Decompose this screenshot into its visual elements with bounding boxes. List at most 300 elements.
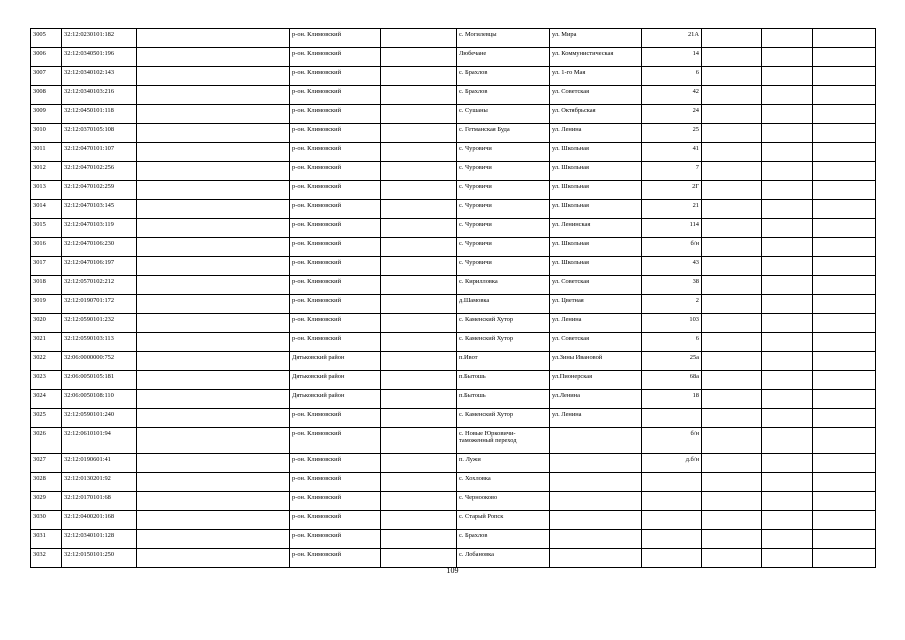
district-cell: р-он. Климовский [290, 238, 381, 257]
street-cell [550, 473, 642, 492]
empty-cell [381, 409, 457, 428]
district-cell: р-он. Климовский [290, 200, 381, 219]
row-number-cell: 3013 [31, 181, 62, 200]
house-number-cell: 43 [642, 257, 702, 276]
empty-cell [702, 219, 762, 238]
house-number-cell [642, 530, 702, 549]
house-number-cell: 103 [642, 314, 702, 333]
settlement-cell: с. Брахлов [457, 86, 550, 105]
house-number-cell: 24 [642, 105, 702, 124]
settlement-cell: с. Чуровичи [457, 143, 550, 162]
empty-cell [762, 86, 813, 105]
street-cell: ул. Цветная [550, 295, 642, 314]
empty-cell [381, 530, 457, 549]
street-cell: ул. Советская [550, 333, 642, 352]
cadastral-number-cell: 32:12:0590101:232 [62, 314, 137, 333]
empty-cell [381, 48, 457, 67]
empty-cell [381, 86, 457, 105]
empty-cell [762, 492, 813, 511]
table-row [31, 219, 876, 238]
table-row [31, 200, 876, 219]
cadastral-number-cell: 32:12:0590103:113 [62, 333, 137, 352]
street-cell: ул. Советская [550, 276, 642, 295]
table-row [31, 530, 876, 549]
settlement-cell: с. Чуровичи [457, 219, 550, 238]
cadastral-number-cell: 32:12:0470106:197 [62, 257, 137, 276]
empty-cell [702, 143, 762, 162]
row-number-cell: 3024 [31, 390, 62, 409]
empty-cell [762, 333, 813, 352]
empty-cell [702, 295, 762, 314]
empty-cell [762, 67, 813, 86]
house-number-cell: 21А [642, 29, 702, 48]
street-cell: ул. Мира [550, 29, 642, 48]
table-row [31, 428, 876, 454]
empty-cell [381, 162, 457, 181]
street-cell: ул. Школьная [550, 257, 642, 276]
street-cell: ул. Ленина [550, 409, 642, 428]
empty-cell [762, 181, 813, 200]
settlement-cell: с. Каменский Хутор [457, 333, 550, 352]
empty-cell [813, 105, 876, 124]
empty-cell [137, 473, 290, 492]
empty-cell [702, 549, 762, 568]
empty-cell [381, 549, 457, 568]
table-row [31, 105, 876, 124]
house-number-cell [642, 492, 702, 511]
street-cell: ул. Ленина [550, 124, 642, 143]
empty-cell [381, 314, 457, 333]
empty-cell [137, 492, 290, 511]
empty-cell [137, 67, 290, 86]
empty-cell [813, 67, 876, 86]
empty-cell [702, 124, 762, 143]
house-number-cell: 14 [642, 48, 702, 67]
settlement-cell: с. Гетманская Буда [457, 124, 550, 143]
street-cell [550, 549, 642, 568]
empty-cell [813, 200, 876, 219]
row-number-cell: 3017 [31, 257, 62, 276]
settlement-cell: д.Шамовка [457, 295, 550, 314]
street-cell [550, 530, 642, 549]
table-row [31, 162, 876, 181]
empty-cell [813, 492, 876, 511]
street-cell: ул. Ленина [550, 314, 642, 333]
cadastral-number-cell: 32:12:0470102:256 [62, 162, 137, 181]
empty-cell [137, 333, 290, 352]
empty-cell [762, 314, 813, 333]
row-number-cell: 3010 [31, 124, 62, 143]
cadastral-number-cell: 32:12:0610101:94 [62, 428, 137, 454]
cadastral-number-cell: 32:12:0470106:230 [62, 238, 137, 257]
street-cell: ул. 1-го Мая [550, 67, 642, 86]
cadastral-number-cell: 32:12:0230101:182 [62, 29, 137, 48]
house-number-cell: 2Г [642, 181, 702, 200]
empty-cell [702, 238, 762, 257]
district-cell: р-он. Климовский [290, 86, 381, 105]
empty-cell [137, 390, 290, 409]
empty-cell [381, 276, 457, 295]
empty-cell [137, 511, 290, 530]
empty-cell [381, 29, 457, 48]
district-cell: р-он. Климовский [290, 67, 381, 86]
empty-cell [702, 511, 762, 530]
table-row [31, 181, 876, 200]
table-row [31, 48, 876, 67]
empty-cell [137, 530, 290, 549]
table-row [31, 295, 876, 314]
empty-cell [813, 454, 876, 473]
table-row [31, 492, 876, 511]
empty-cell [137, 29, 290, 48]
house-number-cell: 68а [642, 371, 702, 390]
empty-cell [762, 48, 813, 67]
district-cell: р-он. Климовский [290, 409, 381, 428]
empty-cell [702, 105, 762, 124]
table-row [31, 454, 876, 473]
settlement-cell: с. Каменский Хутор [457, 409, 550, 428]
table-row [31, 29, 876, 48]
cadastral-number-cell: 32:06:0050105:181 [62, 371, 137, 390]
page-number: 109 [446, 566, 459, 575]
empty-cell [381, 67, 457, 86]
district-cell: р-он. Климовский [290, 511, 381, 530]
table-row [31, 390, 876, 409]
empty-cell [702, 86, 762, 105]
register-table-body [31, 29, 876, 568]
row-number-cell: 3030 [31, 511, 62, 530]
street-cell: ул.Пионерская [550, 371, 642, 390]
district-cell: р-он. Климовский [290, 143, 381, 162]
row-number-cell: 3018 [31, 276, 62, 295]
row-number-cell: 3015 [31, 219, 62, 238]
cadastral-number-cell: 32:12:0400201:168 [62, 511, 137, 530]
empty-cell [702, 162, 762, 181]
empty-cell [137, 257, 290, 276]
district-cell: р-он. Климовский [290, 454, 381, 473]
settlement-cell: с. Брахлов [457, 530, 550, 549]
district-cell: р-он. Климовский [290, 124, 381, 143]
empty-cell [762, 371, 813, 390]
cadastral-number-cell: 32:12:0470101:107 [62, 143, 137, 162]
district-cell: Дятьковский район [290, 390, 381, 409]
empty-cell [813, 162, 876, 181]
empty-cell [381, 257, 457, 276]
empty-cell [381, 124, 457, 143]
empty-cell [137, 143, 290, 162]
empty-cell [762, 200, 813, 219]
row-number-cell: 3016 [31, 238, 62, 257]
house-number-cell: д.б/н [642, 454, 702, 473]
empty-cell [381, 390, 457, 409]
street-cell: ул. Октябрьская [550, 105, 642, 124]
district-cell: р-он. Климовский [290, 295, 381, 314]
street-cell: ул. Школьная [550, 143, 642, 162]
empty-cell [762, 511, 813, 530]
empty-cell [381, 200, 457, 219]
settlement-cell: Любечане [457, 48, 550, 67]
empty-cell [702, 48, 762, 67]
house-number-cell: 25а [642, 352, 702, 371]
empty-cell [137, 86, 290, 105]
row-number-cell: 3026 [31, 428, 62, 454]
empty-cell [137, 105, 290, 124]
house-number-cell: 42 [642, 86, 702, 105]
street-cell: ул. Коммунистическая [550, 48, 642, 67]
empty-cell [137, 371, 290, 390]
district-cell: Дятьковский район [290, 371, 381, 390]
empty-cell [137, 162, 290, 181]
empty-cell [762, 143, 813, 162]
empty-cell [381, 105, 457, 124]
row-number-cell: 3014 [31, 200, 62, 219]
empty-cell [813, 333, 876, 352]
empty-cell [762, 473, 813, 492]
empty-cell [813, 86, 876, 105]
cadastral-number-cell: 32:12:0340103:216 [62, 86, 137, 105]
empty-cell [762, 105, 813, 124]
row-number-cell: 3031 [31, 530, 62, 549]
cadastral-number-cell: 32:12:0150101:250 [62, 549, 137, 568]
empty-cell [813, 473, 876, 492]
district-cell: р-он. Климовский [290, 428, 381, 454]
street-cell: ул.Зины Ивановой [550, 352, 642, 371]
district-cell: р-он. Климовский [290, 48, 381, 67]
empty-cell [137, 314, 290, 333]
empty-cell [762, 549, 813, 568]
street-cell [550, 492, 642, 511]
empty-cell [137, 295, 290, 314]
table-row [31, 371, 876, 390]
settlement-cell: с. Чуровичи [457, 200, 550, 219]
row-number-cell: 3025 [31, 409, 62, 428]
cadastral-number-cell: 32:12:0590101:240 [62, 409, 137, 428]
row-number-cell: 3020 [31, 314, 62, 333]
empty-cell [702, 428, 762, 454]
cadastral-number-cell: 32:12:0450101:118 [62, 105, 137, 124]
table-row [31, 549, 876, 568]
empty-cell [137, 409, 290, 428]
empty-cell [813, 257, 876, 276]
table-row [31, 511, 876, 530]
district-cell: р-он. Климовский [290, 276, 381, 295]
settlement-cell: с. Чуровичи [457, 181, 550, 200]
row-number-cell: 3012 [31, 162, 62, 181]
house-number-cell: 114 [642, 219, 702, 238]
row-number-cell: 3032 [31, 549, 62, 568]
empty-cell [762, 257, 813, 276]
empty-cell [702, 29, 762, 48]
district-cell: р-он. Климовский [290, 162, 381, 181]
row-number-cell: 3027 [31, 454, 62, 473]
table-row [31, 238, 876, 257]
empty-cell [137, 200, 290, 219]
empty-cell [762, 530, 813, 549]
row-number-cell: 3006 [31, 48, 62, 67]
row-number-cell: 3029 [31, 492, 62, 511]
row-number-cell: 3009 [31, 105, 62, 124]
empty-cell [702, 454, 762, 473]
empty-cell [813, 181, 876, 200]
table-row [31, 276, 876, 295]
table-row [31, 314, 876, 333]
house-number-cell [642, 549, 702, 568]
table-row [31, 143, 876, 162]
settlement-cell: п.Бытошь [457, 371, 550, 390]
table-row [31, 409, 876, 428]
empty-cell [762, 409, 813, 428]
street-cell [550, 428, 642, 454]
district-cell: р-он. Климовский [290, 181, 381, 200]
empty-cell [813, 530, 876, 549]
settlement-cell: п.Бытошь [457, 390, 550, 409]
settlement-cell: с. Чернооково [457, 492, 550, 511]
empty-cell [702, 257, 762, 276]
settlement-cell: с. Кирилловка [457, 276, 550, 295]
empty-cell [702, 67, 762, 86]
empty-cell [762, 352, 813, 371]
empty-cell [762, 454, 813, 473]
empty-cell [813, 409, 876, 428]
street-cell: ул.Ленина [550, 390, 642, 409]
empty-cell [381, 428, 457, 454]
cadastral-number-cell: 32:12:0470103:119 [62, 219, 137, 238]
register-table [30, 28, 876, 568]
house-number-cell [642, 473, 702, 492]
settlement-cell: с. Брахлов [457, 67, 550, 86]
empty-cell [762, 219, 813, 238]
house-number-cell: б/н [642, 428, 702, 454]
cadastral-number-cell: 32:12:0340501:196 [62, 48, 137, 67]
house-number-cell: 21 [642, 200, 702, 219]
empty-cell [702, 530, 762, 549]
cadastral-number-cell: 32:12:0340102:143 [62, 67, 137, 86]
district-cell: р-он. Климовский [290, 549, 381, 568]
settlement-cell: с. Каменский Хутор [457, 314, 550, 333]
district-cell: р-он. Климовский [290, 492, 381, 511]
empty-cell [762, 162, 813, 181]
cadastral-number-cell: 32:12:0170101:68 [62, 492, 137, 511]
district-cell: р-он. Климовский [290, 530, 381, 549]
house-number-cell: 38 [642, 276, 702, 295]
settlement-cell: с. Чуровичи [457, 162, 550, 181]
house-number-cell: 18 [642, 390, 702, 409]
settlement-cell: п.Ивот [457, 352, 550, 371]
empty-cell [381, 511, 457, 530]
cadastral-number-cell: 32:06:0000000:752 [62, 352, 137, 371]
house-number-cell: 41 [642, 143, 702, 162]
row-number-cell: 3022 [31, 352, 62, 371]
empty-cell [762, 428, 813, 454]
row-number-cell: 3019 [31, 295, 62, 314]
table-row [31, 333, 876, 352]
empty-cell [702, 371, 762, 390]
settlement-cell: п. Лужи [457, 454, 550, 473]
empty-cell [381, 454, 457, 473]
cadastral-number-cell: 32:12:0340101:128 [62, 530, 137, 549]
empty-cell [813, 143, 876, 162]
district-cell: р-он. Климовский [290, 333, 381, 352]
empty-cell [381, 352, 457, 371]
district-cell: р-он. Климовский [290, 29, 381, 48]
empty-cell [762, 124, 813, 143]
cadastral-number-cell: 32:12:0470103:145 [62, 200, 137, 219]
house-number-cell: 25 [642, 124, 702, 143]
empty-cell [702, 314, 762, 333]
district-cell: р-он. Климовский [290, 219, 381, 238]
empty-cell [813, 352, 876, 371]
street-cell [550, 454, 642, 473]
empty-cell [381, 295, 457, 314]
empty-cell [813, 371, 876, 390]
empty-cell [137, 352, 290, 371]
street-cell: ул. Советская [550, 86, 642, 105]
house-number-cell [642, 409, 702, 428]
empty-cell [813, 29, 876, 48]
street-cell: ул. Ленинская [550, 219, 642, 238]
empty-cell [702, 390, 762, 409]
empty-cell [813, 511, 876, 530]
cadastral-number-cell: 32:12:0470102:259 [62, 181, 137, 200]
house-number-cell: 6 [642, 67, 702, 86]
row-number-cell: 3007 [31, 67, 62, 86]
table-row [31, 257, 876, 276]
empty-cell [702, 473, 762, 492]
street-cell: ул. Школьная [550, 238, 642, 257]
row-number-cell: 3008 [31, 86, 62, 105]
empty-cell [137, 276, 290, 295]
street-cell [550, 511, 642, 530]
district-cell: р-он. Климовский [290, 257, 381, 276]
settlement-cell: с. Хохловка [457, 473, 550, 492]
cadastral-number-cell: 32:06:0050108:110 [62, 390, 137, 409]
street-cell: ул. Школьная [550, 200, 642, 219]
table-row [31, 86, 876, 105]
district-cell: р-он. Климовский [290, 314, 381, 333]
empty-cell [813, 428, 876, 454]
row-number-cell: 3023 [31, 371, 62, 390]
settlement-cell: с. Старый Ропск [457, 511, 550, 530]
district-cell: р-он. Климовский [290, 473, 381, 492]
empty-cell [702, 352, 762, 371]
empty-cell [137, 181, 290, 200]
cadastral-number-cell: 32:12:0190701:172 [62, 295, 137, 314]
empty-cell [762, 295, 813, 314]
house-number-cell: 6 [642, 333, 702, 352]
empty-cell [381, 473, 457, 492]
empty-cell [702, 492, 762, 511]
settlement-cell: с. Сушаны [457, 105, 550, 124]
empty-cell [813, 390, 876, 409]
empty-cell [137, 219, 290, 238]
row-number-cell: 3005 [31, 29, 62, 48]
empty-cell [813, 276, 876, 295]
empty-cell [702, 181, 762, 200]
empty-cell [702, 276, 762, 295]
empty-cell [381, 333, 457, 352]
table-row [31, 67, 876, 86]
district-cell: Дятьковский район [290, 352, 381, 371]
empty-cell [702, 333, 762, 352]
settlement-cell: с. Новые Юрковичи-таможенный переход [457, 428, 550, 454]
district-cell: р-он. Климовский [290, 105, 381, 124]
street-cell: ул. Школьная [550, 162, 642, 181]
empty-cell [813, 295, 876, 314]
settlement-cell: с. Могилевцы [457, 29, 550, 48]
house-number-cell [642, 511, 702, 530]
empty-cell [762, 390, 813, 409]
cadastral-number-cell: 32:12:0130201:92 [62, 473, 137, 492]
